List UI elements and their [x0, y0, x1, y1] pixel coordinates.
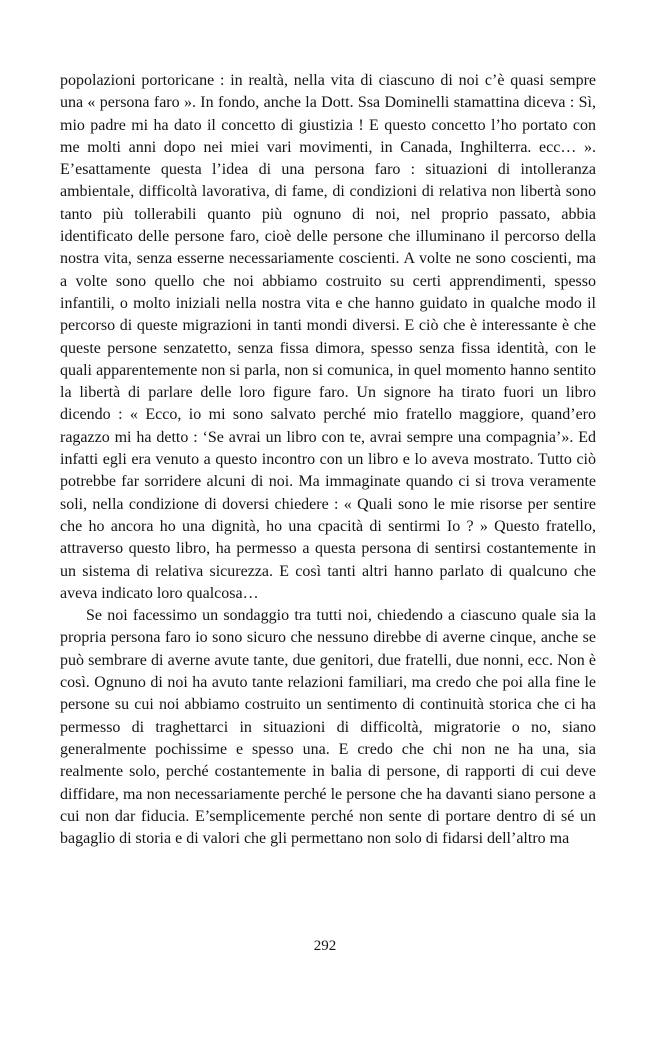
paragraph-2: Se noi facessimo un sondaggio tra tutti noi, chiedendo a ciascuno quale sia la propria persona faro io sono sicuro che nessuno direbbe di averne cinque, anche se può sembrare di averne avute tante, due genitori, due fratelli, due nonni, ecc. Non è così. Ognuno di noi ha avuto tante relazioni familiari, ma credo che poi alla fine le persone su cui noi abbiamo costruito un sentimento di continuità storica che ci ha permesso di traghettarci in situazioni di difficoltà, migratorie o no, siano generalmente pochissime e spesso una. E credo che chi non ne ha una, sia realmente solo, perché costantemente in balia di persone, di rapporti di cui deve diffidare, ma non necessariamente perché le persone che ha davanti siano persone a cui non dar fiducia. E’semplicemente perché non sente di portare dentro di sé un bagaglio di storia e di valori che gli permettano non solo di fidarsi dell’altro ma [60, 607, 596, 848]
paragraph-1: popolazioni portoricane : in realtà, nella vita di ciascuno di noi c’è quasi sempre una « persona faro ». In fondo, anche la Dott. Ssa Dominelli stamattina diceva : Sì, mio padre mi ha dato il concetto di giustizia ! E questo concetto l’ho portato con me molti anni dopo nei miei vari movimenti, in Canada, Inghilterra. ecc… ». E’esattamente questa l’idea di una persona faro : situazioni di intolleranza ambientale, difficoltà lavorativa, di fame, di condizioni di relativa non libertà sono tanto più tollerabili quanto più ognuno di noi, nel proprio passato, abbia identificato delle persone faro, cioè delle persone che illuminano il percorso della nostra vita, senza esserne necessariamente coscienti. A volte ne sono coscienti, ma a volte sono quello che noi abbiamo costruito su certi apprendimenti, spesso infantili, o molto iniziali nella nostra vita e che hanno guidato in qualche modo il percorso di queste migrazioni in tanti mondi diversi. E ciò che è interessante è che queste persone senzatetto, senza fissa dimora, spesso senza fissa identità, con le quali apparentemente non si parla, non si comunica, in quel momento hanno sentito la libertà di parlare delle loro figure faro. Un signore ha tirato fuori un libro dicendo : « Ecco, io mi sono salvato perché mio fratello maggiore, quand’ero ragazzo mi ha detto : ‘Se avrai un libro con te, avrai sempre una compagnia’». Ed infatti egli era venuto a questo incontro con un libro e lo aveva mostrato. Tutto ciò potrebbe far sorridere alcuni di noi. Ma immaginate quando ci si trova veramente soli, nella condizione di doversi chiedere : « Quali sono le mie risorse per sentire che ho ancora ho una dignità, ho una cpacità di sentirmi Io ? » Questo fratello, attraverso questo libro, ha permesso a questa persona di sentirsi costantemente in un sistema di relativa sicurezza. E così tanti altri hanno parlato di qualcuno che aveva indicato loro qualcosa… [60, 72, 596, 602]
page-number: 292 [313, 938, 337, 954]
body-text [60, 70, 596, 850]
